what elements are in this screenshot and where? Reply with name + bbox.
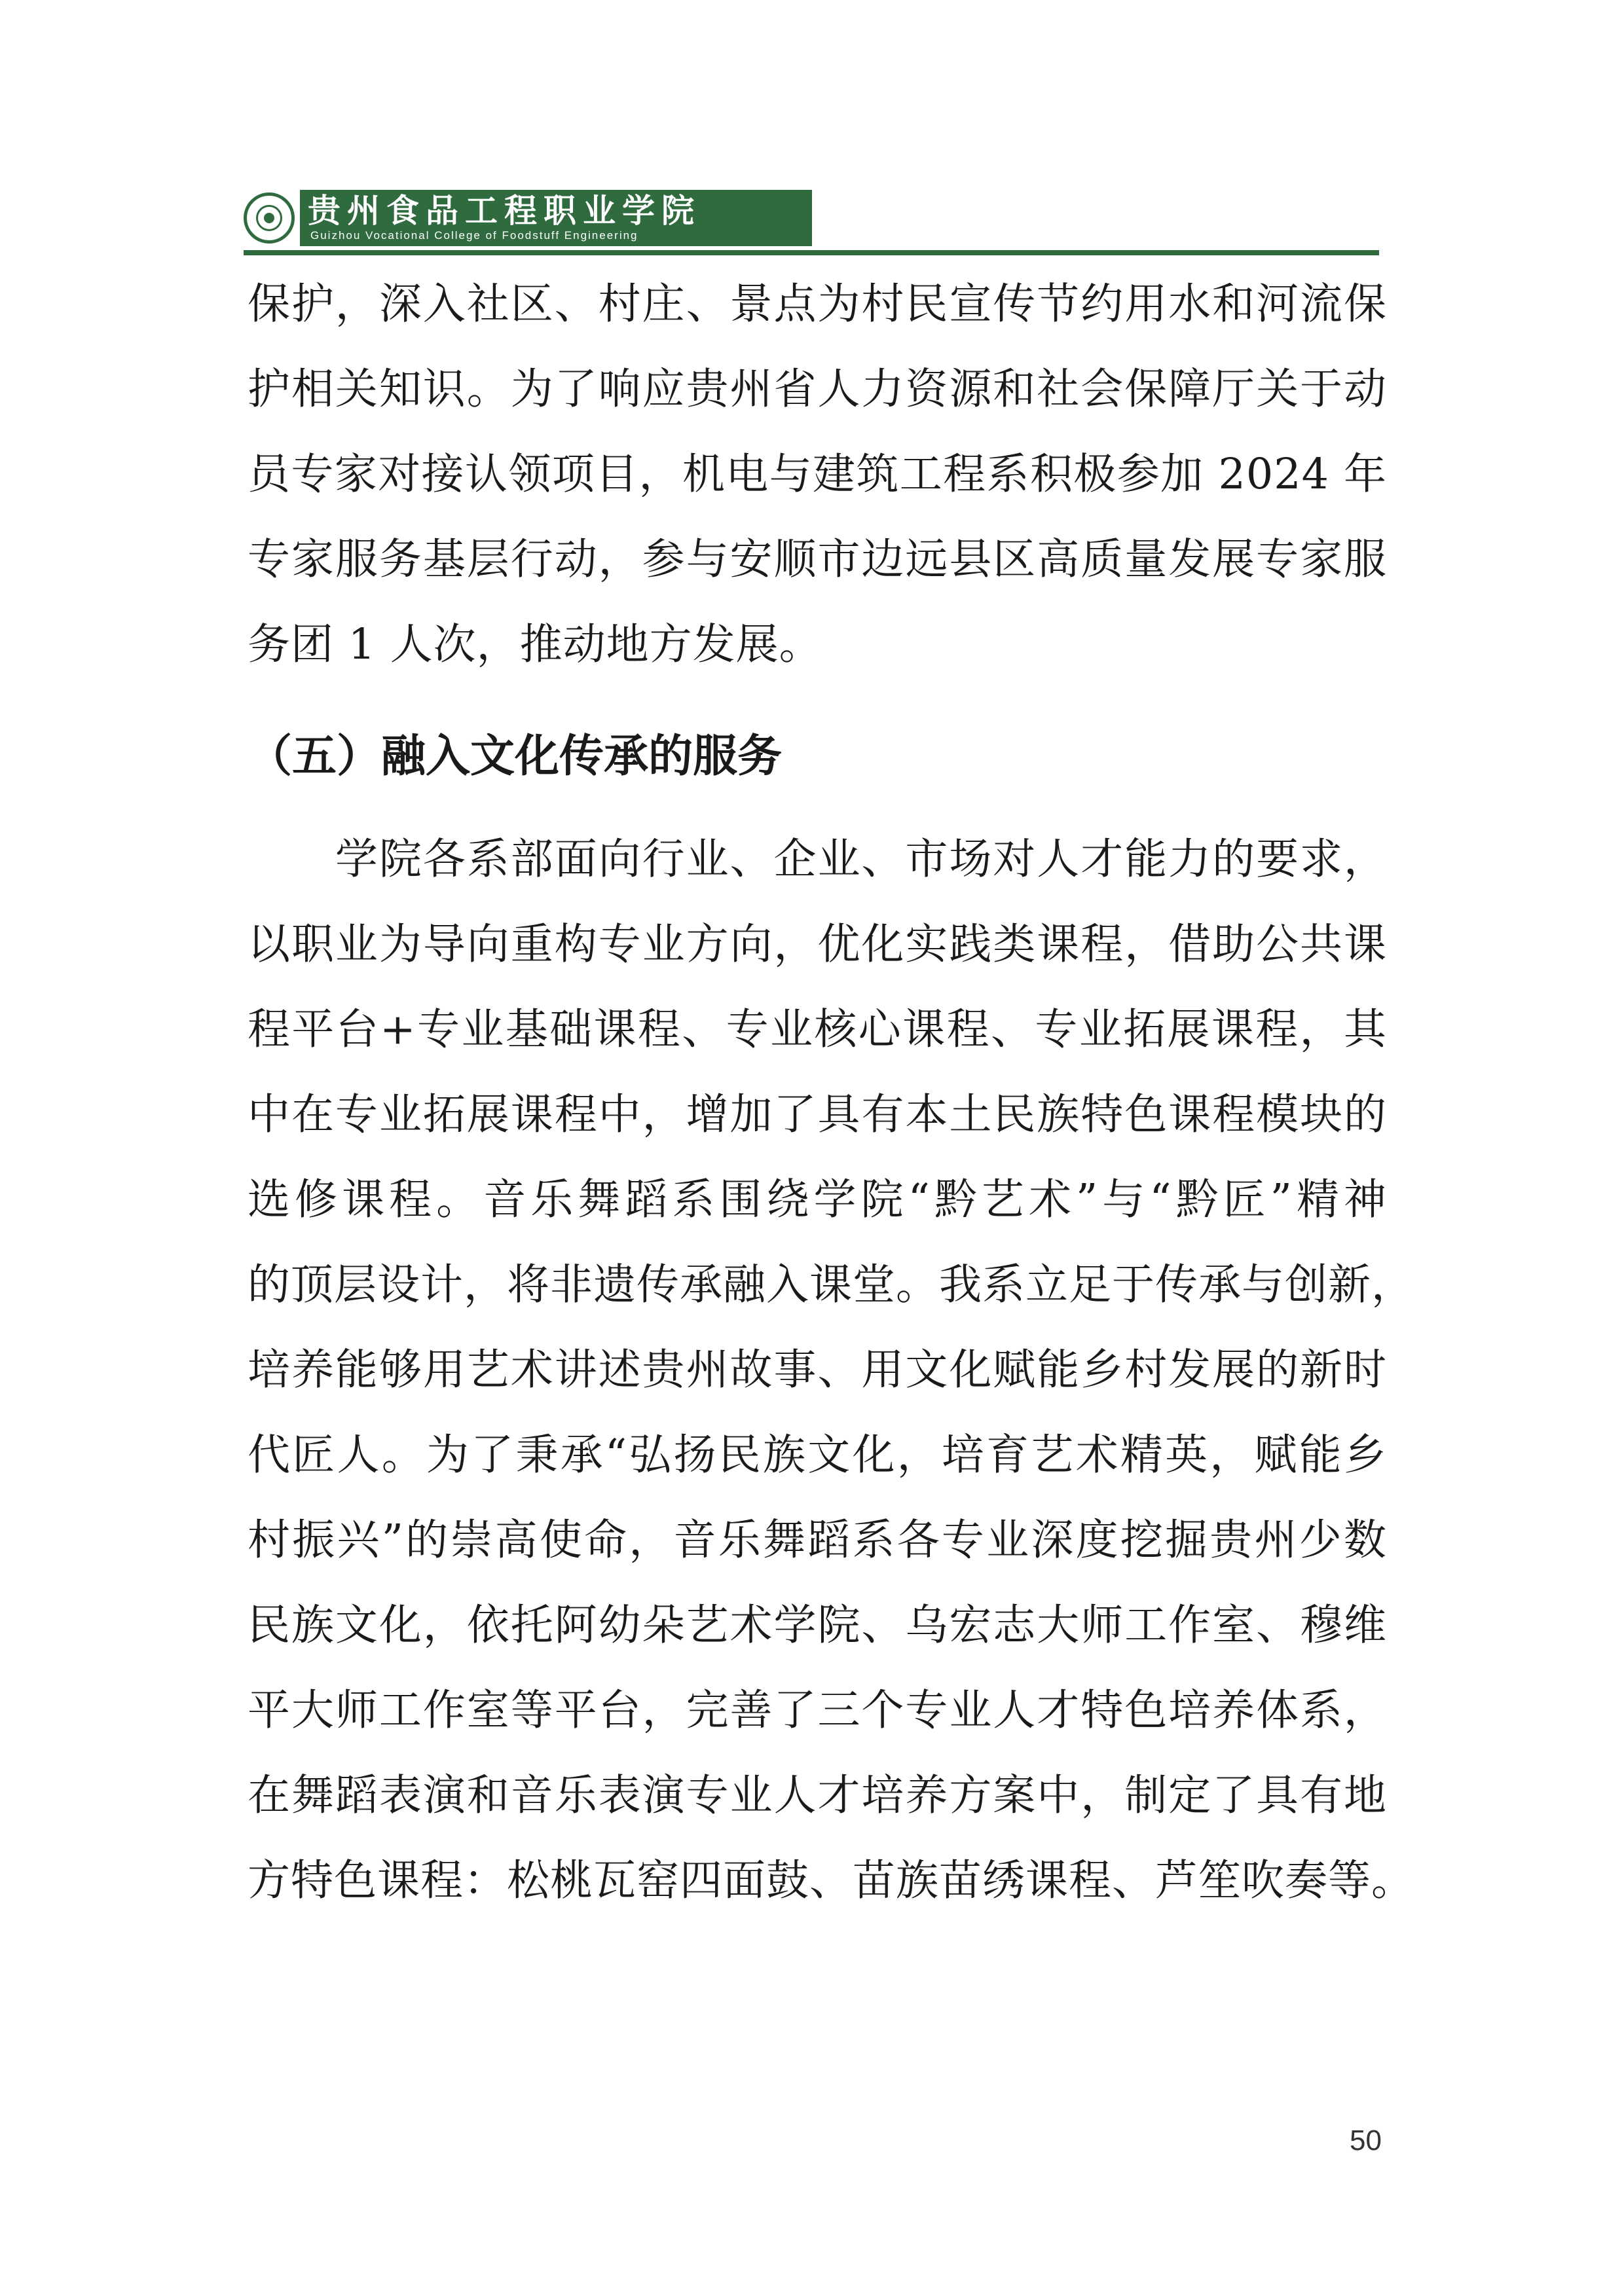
text-line: 保护，深入社区、村庄、景点为村民宣传节约用水和河流保 — [248, 280, 1387, 329]
text-line: 学院各系部面向行业、企业、市场对人才能力的要求， — [248, 835, 1387, 884]
college-name-en: Guizhou Vocational College of Foodstuff Engineering — [310, 229, 638, 242]
text-line: 培养能够用艺术讲述贵州故事、用文化赋能乡村发展的新时 — [248, 1345, 1387, 1394]
text-line: 务团 1 人次，推动地方发展。 — [248, 620, 822, 669]
page-header — [244, 190, 1379, 249]
text-line: 专家服务基层行动，参与安顺市边远县区高质量发展专家服 — [248, 535, 1387, 584]
college-logo — [300, 190, 812, 246]
paragraph-culture-service — [248, 817, 1415, 1923]
text-line: 方特色课程：松桃瓦窑四面鼓、苗族苗绣课程、芦笙吹奏等。 — [248, 1856, 1415, 1905]
college-name-cn: 贵州食品工程职业学院 — [308, 191, 701, 230]
emblem-center — [264, 213, 274, 223]
section-heading: （五）融入文化传承的服务 — [248, 730, 783, 782]
text-line: 的顶层设计，将非遗传承融入课堂。我系立足于传承与创新， — [248, 1260, 1415, 1309]
college-emblem-icon — [244, 192, 295, 244]
document-body — [248, 262, 1415, 1923]
text-line: 员专家对接认领项目，机电与建筑工程系积极参加 2024 年 — [248, 450, 1387, 499]
paragraph-continued — [248, 262, 1387, 687]
text-line: 代匠人。为了秉承“弘扬民族文化，培育艺术精英，赋能乡 — [248, 1430, 1387, 1480]
text-line: 中在专业拓展课程中，增加了具有本土民族特色课程模块的 — [248, 1090, 1387, 1139]
page-number: 50 — [1350, 2124, 1382, 2157]
text-line: 选修课程。音乐舞蹈系围绕学院“黔艺术”与“黔匠”精神 — [248, 1175, 1387, 1224]
text-line: 程平台+专业基础课程、专业核心课程、专业拓展课程，其 — [248, 1005, 1387, 1054]
text-line: 以职业为导向重构专业方向，优化实践类课程，借助公共课 — [248, 920, 1387, 969]
text-line: 护相关知识。为了响应贵州省人力资源和社会保障厅关于动 — [248, 365, 1387, 414]
text-line: 平大师工作室等平台，完善了三个专业人才特色培养体系， — [248, 1686, 1387, 1735]
text-line: 在舞蹈表演和音乐表演专业人才培养方案中，制定了具有地 — [248, 1771, 1387, 1820]
header-divider — [244, 250, 1379, 255]
text-line: 民族文化，依托阿幼朵艺术学院、乌宏志大师工作室、穆维 — [248, 1601, 1387, 1650]
text-line: 村振兴”的崇高使命，音乐舞蹈系各专业深度挖掘贵州少数 — [248, 1516, 1387, 1565]
